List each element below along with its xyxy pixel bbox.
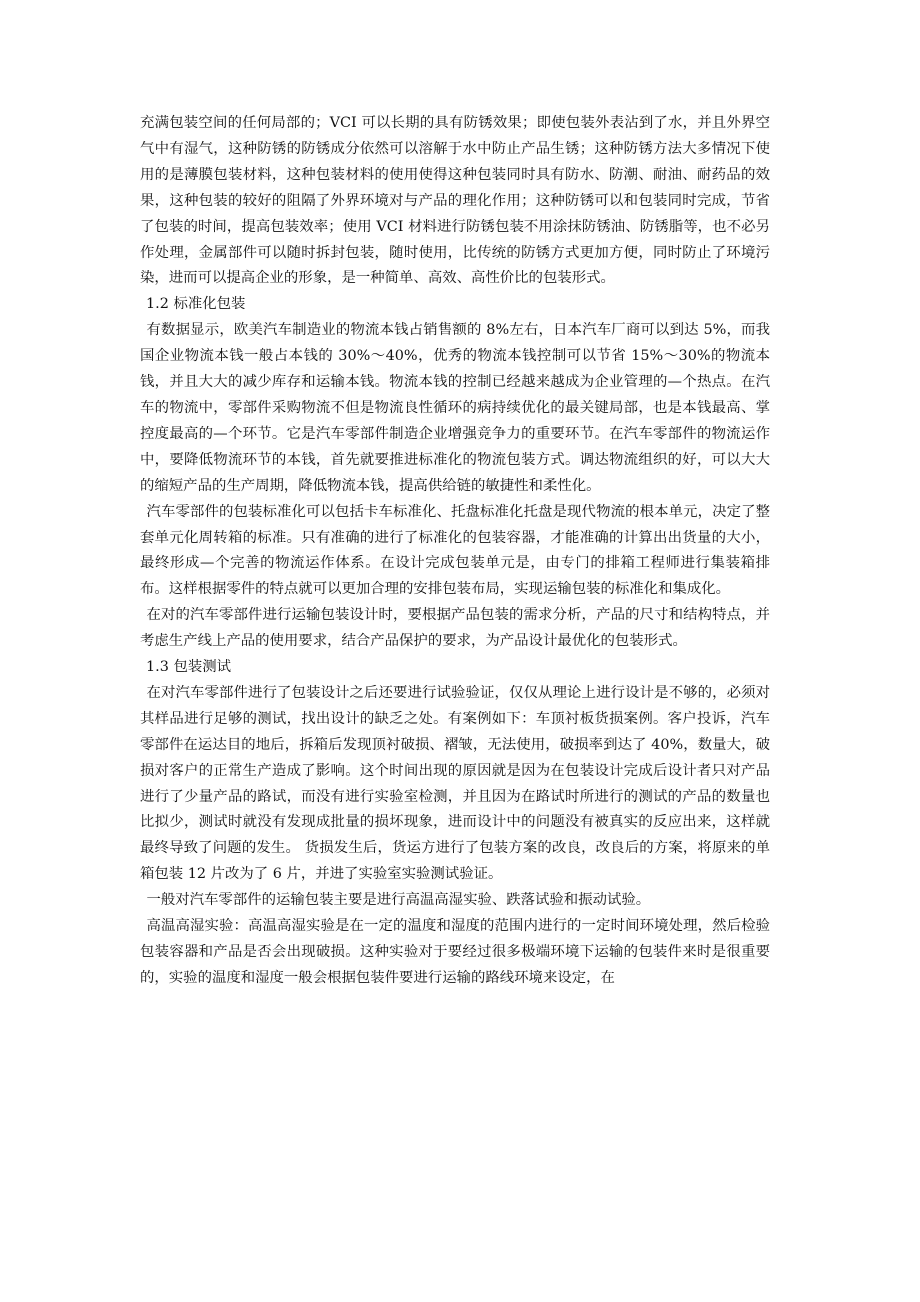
body-paragraph: 充满包装空间的任何局部的；VCI 可以长期的具有防锈效果；即使包装外表沾到了水，并且外界空气中有湿气，这种防锈的防锈成分依然可以溶解于水中防止产品生锈；这种防锈方法大多情况下使用的是薄膜包装材料，这种包装材料的使用使得这种包装同时具有防水、防潮、耐油、耐药品的效果，这种包装的较好的阻隔了外界环境对与产品的理化作用；这种防锈可以和包装同时完成，节省了包装的时间，提高包装效率；使用 VCI 材料进行防锈包装不用涂抹防锈油、防锈脂等，也不必另作处理，金属部件可以随时拆封包装，随时使用，比传统的防锈方式更加方便，同时防止了环境污染，进而可以提高企业的形象，是一种简单、高效、高性价比的包装形式。 xyxy=(140,115,770,287)
body-paragraph: 在对汽车零部件进行了包装设计之后还要进行试验验证，仅仅从理论上进行设计是不够的，必须对其样品进行足够的测试，找出设计的缺乏之处。有案例如下：车顶衬板货损案例。客户投诉，汽车零部件在运达目的地后，拆箱后发现顶衬破损、褶皱，无法使用，破损率到达了 40%，数量大，破损对客户的正常生产造成了影响。这个时间出现的原因就是因为在包装设计完成后设计者只对产品进行了少量产品的路试，而没有进行实验室检测，并且因为在路试时所进行的测试的产品的数量也比拟少，测试时就没有发现成批量的损坏现象，进而设计中的问题没有被真实的反应出来，这样就最终导致了问题的发生。 货损发生后，货运方进行了包装方案的改良，改良后的方案，将原来的单箱包装 12 片改为了 6 片，并进了实验室实验测试验证。 xyxy=(140,684,770,883)
body-paragraph: 高温高湿实验：高温高湿实验是在一定的温度和湿度的范围内进行的一定时间环境处理，然后检验包装容器和产品是否会出现破损。这种实验对于要经过很多极端环境下运输的包装件来时是很重要的，实验的温度和湿度一般会根据包装件要进行运输的路线环境来设定，在 xyxy=(140,918,770,986)
section-heading-1-2: 1.2 标准化包装 xyxy=(146,296,246,313)
body-paragraph: 有数据显示，欧美汽车制造业的物流本钱占销售额的 8%左右，日本汽车厂商可以到达 5%，而我国企业物流本钱一般占本钱的 30%～40%，优秀的物流本钱控制可以节省 15%～30%的物流本钱，并且大大的减少库存和运输本钱。物流本钱的控制已经越来越成为企业管理的—个热点。在汽车的物流中，零部件采购物流不但是物流良性循环的病持续优化的最关键局部，也是本钱最高、掌控度最高的—个环节。它是汽车零部件制造企业增强竞争力的重要环节。在汽车零部件的物流运作中，要降低物流环节的本钱，首先就要推进标准化的物流包装方式。调达物流组织的好，可以大大的缩短产品的生产周期，降低物流本钱，提高供给链的敏捷性和柔性化。 xyxy=(140,322,770,494)
document-page xyxy=(140,111,770,992)
body-paragraph: 在对的汽车零部件进行运输包装设计时，要根据产品包装的需求分析，产品的尺寸和结构特点，并考虑生产线上产品的使用要求，结合产品保护的要求，为产品设计最优化的包装形式。 xyxy=(140,607,770,650)
body-paragraph: 汽车零部件的包装标准化可以包括卡车标准化、托盘标准化托盘是现代物流的根本单元，决定了整套单元化周转箱的标准。只有准确的进行了标准化的包装容器，才能准确的计算出出货量的大小，最终形成—个完善的物流运作体系。在设计完成包装单元是，由专门的排箱工程师进行集装箱排布。这样根据零件的特点就可以更加合理的安排包装布局，实现运输包装的标准化和集成化。 xyxy=(140,503,770,598)
body-paragraph: 一般对汽车零部件的运输包装主要是进行高温高湿实验、跌落试验和振动试验。 xyxy=(146,892,651,909)
section-heading-1-3: 1.3 包装测试 xyxy=(146,659,232,676)
